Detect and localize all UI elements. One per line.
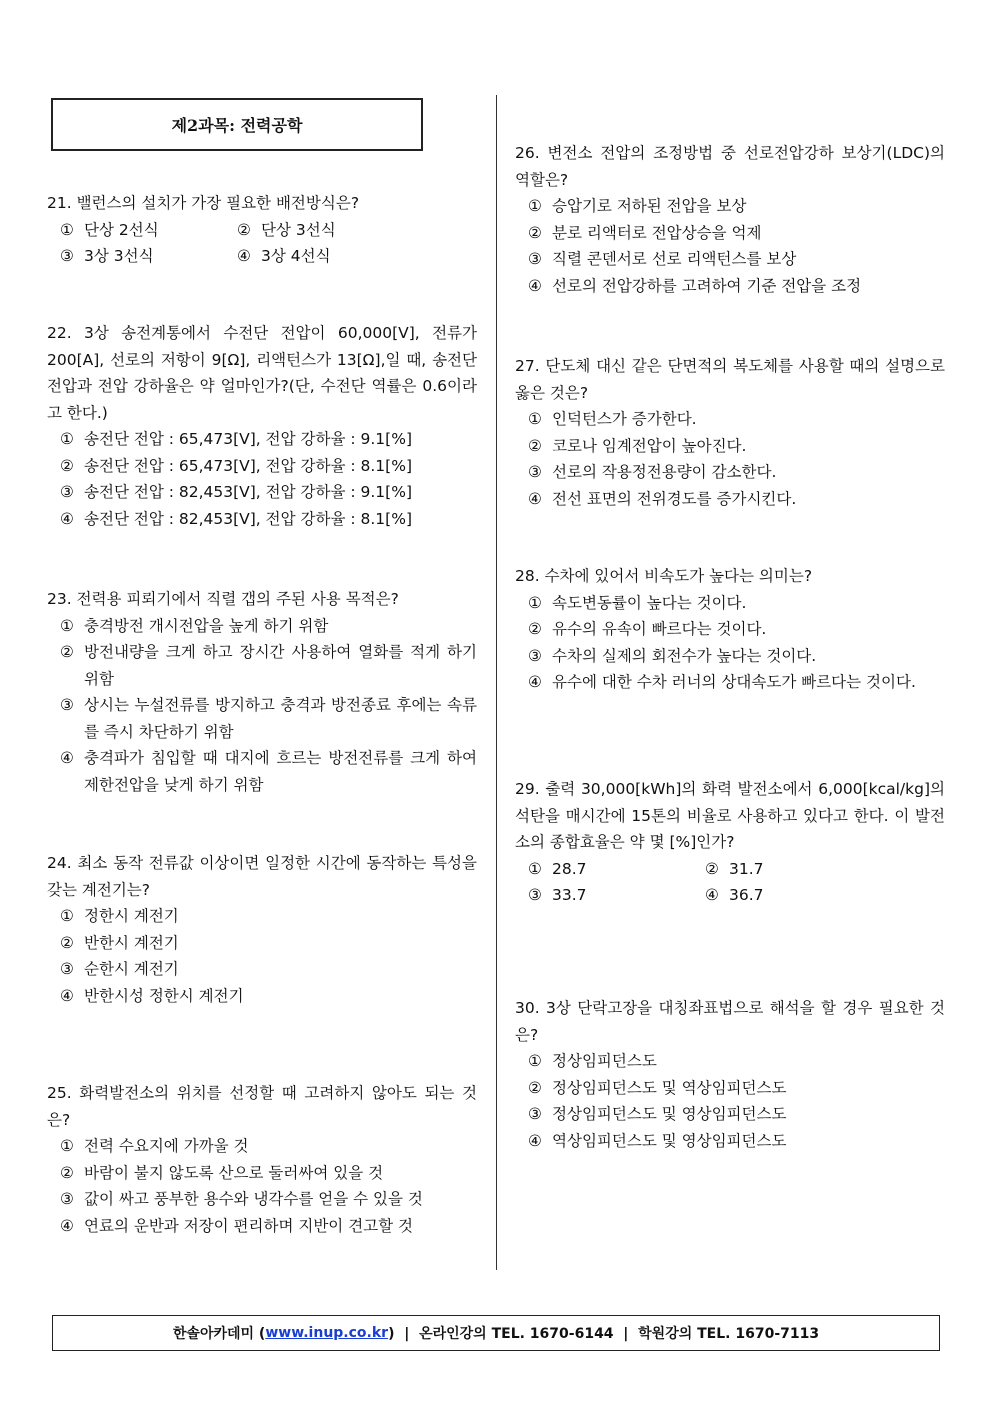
option-3: [515, 643, 945, 670]
option-text: 정상임피던스도 및 영상임피던스도: [552, 1105, 787, 1123]
option-marker: ④: [60, 749, 74, 767]
option-2: [515, 616, 945, 643]
option-marker: ③: [528, 463, 542, 481]
option-4: [515, 273, 945, 300]
option-1: [528, 856, 705, 883]
option-marker: ②: [60, 643, 74, 661]
question-stem: 27. 단도체 대신 같은 단면적의 복도체를 사용할 때의 설명으로 옳은 것은?: [515, 357, 945, 402]
option-3: [528, 882, 705, 909]
option-marker: ①: [528, 410, 542, 428]
option-4: [47, 1213, 477, 1240]
option-text: 충격방전 개시전압을 높게 하기 위함: [84, 616, 329, 635]
footer-academy: 한솔아카데미 (: [172, 1326, 266, 1342]
option-2: [515, 433, 945, 460]
question-26: [515, 140, 945, 299]
option-3: [47, 692, 477, 745]
option-marker: ④: [60, 986, 74, 1005]
option-text: 유수에 대한 수차 러너의 상대속도가 빠르다는 것이다.: [552, 673, 916, 691]
option-1: [47, 903, 477, 930]
option-marker: ④: [705, 886, 719, 904]
option-marker: ①: [60, 220, 74, 239]
option-marker: ③: [528, 1105, 542, 1123]
option-1: [515, 590, 945, 617]
option-text: 송전단 전압 : 82,453[V], 전압 강하율 : 8.1[%]: [84, 509, 412, 528]
question-30: [515, 995, 945, 1154]
option-3: [47, 479, 477, 506]
option-3: [47, 956, 477, 983]
option-marker: ③: [60, 960, 74, 978]
option-marker: ③: [60, 483, 74, 501]
option-marker: ②: [60, 456, 74, 475]
question-28: [515, 563, 945, 696]
question-stem: 28. 수차에 있어서 비속도가 높다는 의미는?: [515, 567, 813, 585]
option-marker: ④: [237, 247, 251, 265]
option-4: [47, 983, 477, 1010]
option-text: 송전단 전압 : 65,473[V], 전압 강하율 : 9.1[%]: [84, 430, 412, 448]
option-text: 정상임피던스도 및 역상임피던스도: [552, 1078, 787, 1097]
option-3: [515, 459, 945, 486]
option-1: [515, 406, 945, 433]
footer-contact: ) | 온라인강의 TEL. 1670-6144 | 학원강의 TEL. 1670-7113: [388, 1326, 820, 1342]
option-text: 바람이 불지 않도록 산으로 둘러싸여 있을 것: [84, 1163, 384, 1182]
option-marker: ①: [528, 859, 542, 878]
option-marker: ④: [528, 1131, 542, 1150]
option-1: [60, 217, 237, 244]
option-2: [515, 220, 945, 247]
footer-website-link[interactable]: www.inup.co.kr: [265, 1325, 389, 1341]
option-1: [515, 1048, 945, 1075]
option-text: 정한시 계전기: [84, 907, 179, 925]
option-text: 직렬 콘덴서로 선로 리액턴스를 보상: [552, 250, 797, 268]
option-text: 역상임피던스도 및 영상임피던스도: [552, 1131, 787, 1150]
option-2: [47, 453, 477, 480]
option-marker: ①: [528, 1052, 542, 1070]
option-2: [47, 930, 477, 957]
option-2: [515, 1075, 945, 1102]
option-marker: ①: [60, 616, 74, 635]
option-marker: ②: [528, 223, 542, 242]
option-marker: ④: [60, 1216, 74, 1235]
option-2: [47, 1160, 477, 1187]
option-3: [515, 246, 945, 273]
option-text: 분로 리액터로 전압상승을 억제: [552, 223, 762, 242]
option-marker: ④: [528, 489, 542, 508]
question-24: [47, 850, 477, 1009]
option-1: [515, 193, 945, 220]
option-text: 코로나 임계전압이 높아진다.: [552, 436, 747, 455]
option-text: 반한시 계전기: [84, 933, 179, 952]
option-text: 수차의 실제의 회전수가 높다는 것이다.: [552, 646, 817, 665]
option-text: 단상 3선식: [261, 220, 336, 239]
option-text: 유수의 유속이 빠르다는 것이다.: [552, 620, 767, 638]
option-4: [47, 506, 477, 533]
option-marker: ③: [60, 696, 74, 714]
option-marker: ②: [60, 1163, 74, 1182]
option-text: 31.7: [729, 859, 764, 878]
option-3: [515, 1101, 945, 1128]
option-marker: ④: [528, 276, 542, 295]
option-4: [515, 486, 945, 513]
option-text: 순한시 계전기: [84, 960, 179, 978]
footer-bar: [52, 1315, 940, 1351]
option-marker: ①: [528, 197, 542, 215]
option-marker: ③: [528, 886, 542, 904]
option-text: 송전단 전압 : 82,453[V], 전압 강하율 : 9.1[%]: [84, 483, 412, 501]
option-text: 승압기로 저하된 전압을 보상: [552, 197, 747, 215]
option-marker: ②: [237, 220, 251, 239]
option-4: [47, 745, 477, 798]
question-27: [515, 353, 945, 512]
option-marker: ①: [60, 1137, 74, 1155]
option-marker: ②: [528, 436, 542, 455]
option-text: 연료의 운반과 저장이 편리하며 지반이 견고할 것: [84, 1216, 414, 1235]
option-text: 반한시성 정한시 계전기: [84, 986, 244, 1005]
option-2: [47, 639, 477, 692]
option-text: 3상 4선식: [261, 247, 331, 265]
subject-title: 제2과목: 전력공학: [171, 116, 303, 135]
option-text: 33.7: [552, 886, 587, 904]
option-text: 선로의 작용정전용량이 감소한다.: [552, 463, 777, 481]
option-4: [515, 669, 945, 696]
question-stem: 22. 3상 송전계통에서 수전단 전압이 60,000[V], 전류가 200[A], 선로의 저항이 9[Ω], 리액턴스가 13[Ω],일 때, 송전단 전압과 전압 강하율은 약 얼마인가?(단, 수전단 역률은 0.6이라고 한다.): [47, 324, 477, 422]
option-1: [47, 613, 477, 640]
option-text: 인덕턴스가 증가한다.: [552, 410, 697, 428]
option-3: [60, 243, 237, 270]
option-marker: ③: [60, 247, 74, 265]
option-1: [47, 426, 477, 453]
option-text: 정상임피던스도: [552, 1052, 657, 1070]
option-marker: ①: [60, 430, 74, 448]
question-stem: 26. 변전소 전압의 조정방법 중 선로전압강하 보상기(LDC)의 역할은?: [515, 144, 945, 189]
option-text: 방전내량을 크게 하고 장시간 사용하여 열화를 적게 하기 위함: [84, 643, 477, 688]
option-text: 전선 표면의 전위경도를 증가시킨다.: [552, 489, 797, 508]
option-marker: ④: [60, 509, 74, 528]
option-marker: ②: [528, 620, 542, 638]
option-text: 단상 2선식: [84, 220, 159, 239]
option-text: 28.7: [552, 859, 587, 878]
question-stem: 24. 최소 동작 전류값 이상이면 일정한 시간에 동작하는 특성을 갖는 계전기는?: [47, 854, 477, 899]
option-marker: ④: [528, 673, 542, 691]
option-marker: ③: [528, 646, 542, 665]
option-text: 속도변동률이 높다는 것이다.: [552, 593, 747, 612]
option-2: [237, 217, 477, 244]
option-marker: ②: [528, 1078, 542, 1097]
option-4: [705, 882, 945, 909]
question-25: [47, 1080, 477, 1239]
option-marker: ①: [60, 907, 74, 925]
option-3: [47, 1186, 477, 1213]
question-stem: 21. 밸런스의 설치가 가장 필요한 배전방식은?: [47, 194, 360, 212]
option-marker: ②: [705, 859, 719, 878]
option-marker: ②: [60, 933, 74, 952]
option-4: [237, 243, 477, 270]
option-text: 충격파가 침입할 때 대지에 흐르는 방전전류를 크게 하여 제한전압을 낮게 하기 위함: [84, 749, 477, 794]
option-text: 상시는 누설전류를 방지하고 충격과 방전종료 후에는 속류를 즉시 차단하기 위함: [84, 696, 477, 741]
option-text: 송전단 전압 : 65,473[V], 전압 강하율 : 8.1[%]: [84, 456, 412, 475]
option-marker: ①: [528, 593, 542, 612]
question-stem: 30. 3상 단락고장을 대칭좌표법으로 해석을 할 경우 필요한 것은?: [515, 999, 945, 1044]
question-29: [515, 776, 945, 909]
option-marker: ③: [60, 1190, 74, 1208]
option-2: [705, 856, 945, 883]
question-stem: 25. 화력발전소의 위치를 선정할 때 고려하지 않아도 되는 것은?: [47, 1084, 477, 1129]
option-marker: ③: [528, 250, 542, 268]
option-text: 전력 수요지에 가까울 것: [84, 1137, 249, 1155]
option-4: [515, 1128, 945, 1155]
question-23: [47, 586, 477, 798]
option-text: 36.7: [729, 886, 764, 904]
option-1: [47, 1133, 477, 1160]
question-22: [47, 320, 477, 532]
option-text: 값이 싸고 풍부한 용수와 냉각수를 얻을 수 있을 것: [84, 1190, 423, 1208]
subject-title-box: [51, 98, 423, 151]
column-divider: [496, 95, 497, 1270]
option-text: 3상 3선식: [84, 247, 154, 265]
question-21: [47, 190, 477, 270]
question-stem: 29. 출력 30,000[kWh]의 화력 발전소에서 6,000[kcal/kg]의 석탄을 매시간에 15톤의 비율로 사용하고 있다고 한다. 이 발전소의 종합효율은 약 몇 [%]인가?: [515, 780, 945, 851]
option-text: 선로의 전압강하를 고려하여 기준 전압을 조정: [552, 276, 862, 295]
question-stem: 23. 전력용 피뢰기에서 직렬 갭의 주된 사용 목적은?: [47, 590, 399, 608]
